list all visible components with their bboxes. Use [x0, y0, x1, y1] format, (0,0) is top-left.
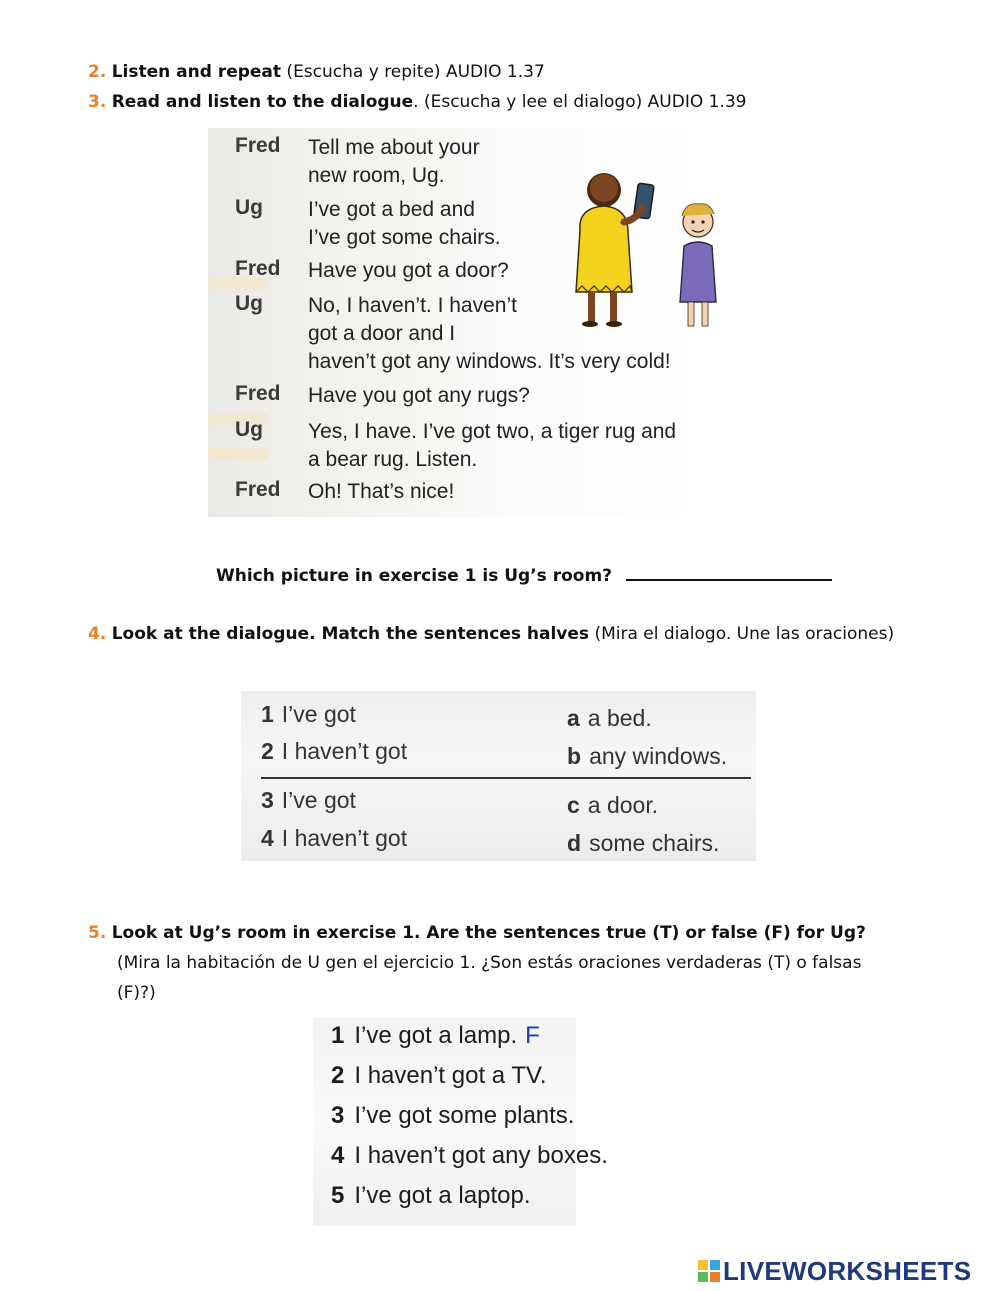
speaker-name: Ug — [235, 196, 263, 219]
item-text: I’ve got some plants. — [354, 1102, 575, 1129]
exercise-5-heading — [88, 921, 866, 945]
table-divider — [261, 777, 751, 779]
item-text: a bed. — [587, 705, 652, 731]
item-text: any windows. — [589, 743, 728, 769]
speaker-name: Ug — [235, 418, 263, 441]
dialogue-text: Tell me about your new room, Ug. — [308, 136, 480, 187]
exercise-instruction: (Mira el dialogo. Une las oraciones) — [589, 624, 895, 644]
dialogue-text: I’ve got a bed and I’ve got some chairs. — [308, 198, 501, 249]
item-letter: b — [567, 743, 582, 769]
exercise-instruction: (Escucha y repite) AUDIO 1.37 — [281, 62, 545, 82]
characters-illustration — [566, 150, 736, 340]
question-text: Which picture in exercise 1 is Ug’s room? — [216, 566, 613, 586]
speaker-name: Fred — [235, 478, 281, 501]
logo-blocks-icon — [698, 1260, 720, 1282]
exercise-number: 4. — [88, 624, 107, 644]
dialogue-text: haven’t got any windows. It’s very cold! — [308, 350, 671, 373]
item-letter: c — [567, 792, 580, 818]
exercise-number: 3. — [88, 92, 107, 112]
item-number: 1 — [331, 1022, 345, 1049]
item-text: I haven’t got a TV. — [354, 1062, 547, 1089]
item-text: I haven’t got any boxes. — [354, 1142, 608, 1169]
exercise-3-heading — [88, 90, 746, 114]
tf-item — [331, 1142, 616, 1170]
match-right-item — [567, 743, 727, 770]
item-number: 3 — [331, 1102, 345, 1129]
answer-blank[interactable] — [626, 563, 832, 581]
ug-character-icon — [576, 173, 654, 327]
tf-item — [331, 1182, 538, 1210]
match-left-item — [261, 825, 407, 852]
dialogue-text: Have you got a door? — [308, 259, 509, 282]
fred-character-icon — [680, 204, 716, 326]
dialogue-text: No, I haven’t. I haven’t got a door and I — [308, 294, 517, 345]
dialogue-text: Have you got any rugs? — [308, 384, 530, 407]
item-text: I’ve got — [281, 787, 356, 813]
speaker-name: Fred — [235, 134, 281, 157]
answer-field[interactable]: F — [525, 1022, 540, 1049]
item-text: I haven’t got — [281, 738, 408, 764]
exercise-5-translation: (Mira la habitación de U gen el ejercicio 1. ¿Son estás oraciones verdaderas (T) o falsas — [117, 953, 862, 973]
item-number: 4 — [261, 825, 274, 851]
dialogue-text: Oh! That’s nice! — [308, 480, 455, 503]
item-text: I’ve got a laptop. — [354, 1182, 531, 1209]
exercise-2-heading — [88, 60, 545, 84]
item-number: 2 — [331, 1062, 345, 1089]
match-right-item — [567, 705, 652, 732]
exercise-4-heading — [88, 622, 894, 646]
item-letter: a — [567, 705, 580, 731]
speaker-name: Fred — [235, 382, 281, 405]
match-left-item — [261, 787, 356, 814]
match-left-item — [261, 701, 356, 728]
item-number: 2 — [261, 738, 274, 764]
item-number: 1 — [261, 701, 274, 727]
item-text: some chairs. — [589, 830, 720, 856]
liveworksheets-logo — [698, 1257, 971, 1285]
matching-table — [241, 691, 756, 861]
tf-item — [331, 1062, 555, 1090]
exercise-number: 2. — [88, 62, 107, 82]
speaker-name: Ug — [235, 292, 263, 315]
speaker-name: Fred — [235, 257, 281, 280]
item-number: 5 — [331, 1182, 345, 1209]
exercise-5-translation-end: (F)?) — [117, 983, 156, 1003]
question-line — [216, 563, 832, 586]
exercise-number: 5. — [88, 923, 107, 943]
item-number: 3 — [261, 787, 274, 813]
item-letter: d — [567, 830, 582, 856]
item-text: I’ve got a lamp. — [354, 1022, 518, 1049]
item-number: 4 — [331, 1142, 345, 1169]
brand-name: LIVEWORKSHEETS — [723, 1255, 972, 1286]
item-text: I haven’t got — [281, 825, 408, 851]
match-right-item — [567, 792, 658, 819]
match-left-item — [261, 738, 407, 765]
exercise-instruction: . (Escucha y lee el dialogo) AUDIO 1.39 — [413, 92, 747, 112]
exercise-title: Read and listen to the dialogue — [111, 92, 414, 112]
exercise-title: Look at Ug’s room in exercise 1. Are the sentences true (T) or false (F) for Ug? — [111, 923, 866, 943]
exercise-title: Listen and repeat — [111, 62, 282, 82]
item-text: I’ve got — [281, 701, 356, 727]
tf-item — [331, 1102, 582, 1130]
item-text: a door. — [587, 792, 659, 818]
exercise-title: Look at the dialogue. Match the sentences halves — [111, 624, 590, 644]
tf-item — [331, 1022, 540, 1050]
match-right-item — [567, 830, 719, 857]
dialogue-text: Yes, I have. I’ve got two, a tiger rug and a bear rug. Listen. — [308, 420, 677, 471]
true-false-list — [313, 1018, 608, 1226]
